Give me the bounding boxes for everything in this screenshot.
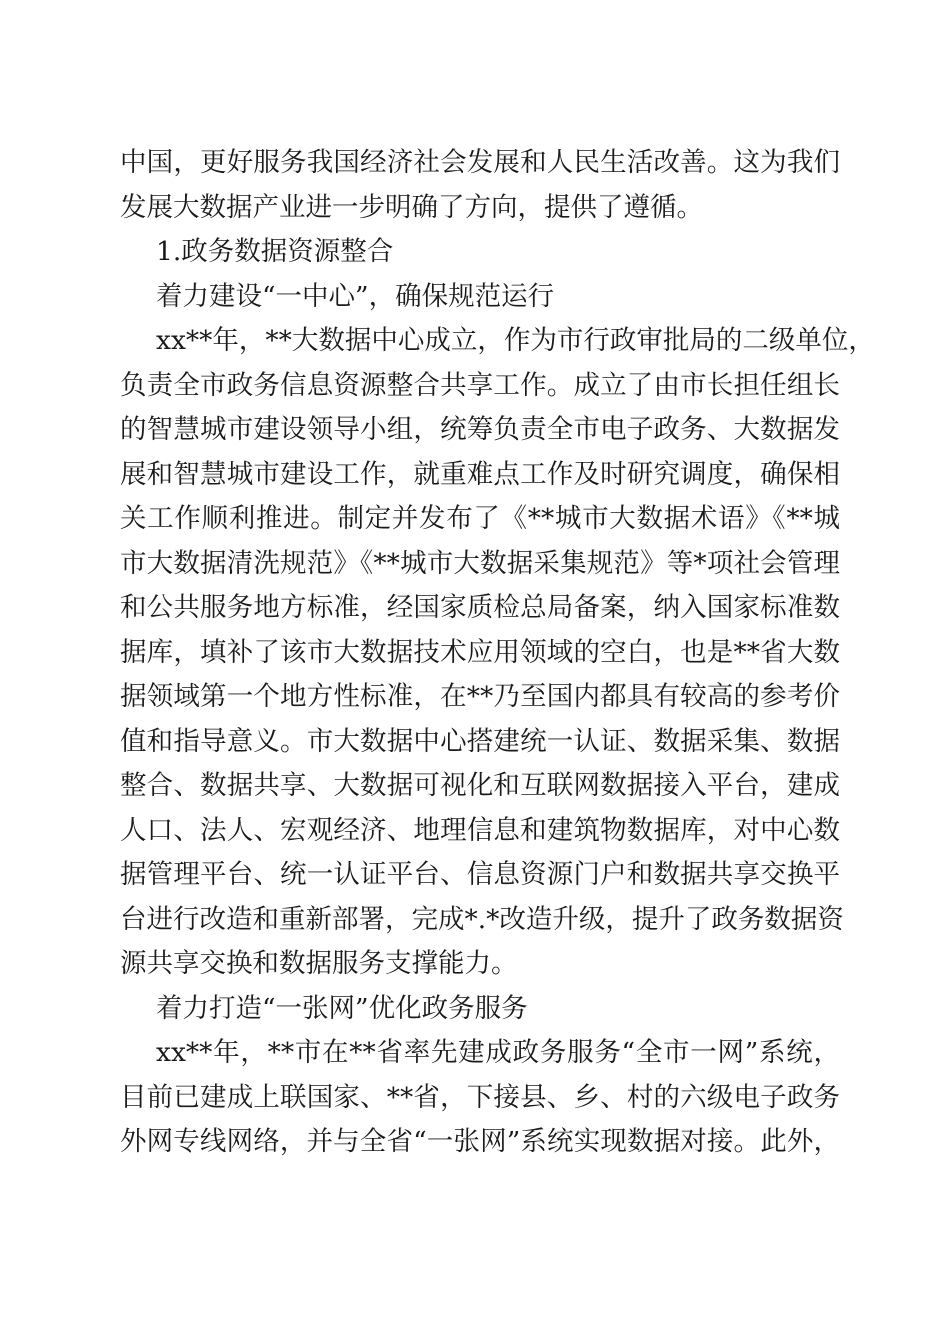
text-line: xx**年，**大数据中心成立，作为市行政审批局的二级单位， [156,325,875,356]
text-line: 负责全市政务信息资源整合共享工作。成立了由市长担任组长 [120,369,840,401]
subsection-heading: 着力建设“一中心”，确保规范运行 [156,280,555,312]
section-heading: 1.政务数据资源整合 [156,236,394,267]
text-line: xx**年，**市在**省率先建成政务服务“全市一网”系统， [156,1037,840,1068]
text-line: 整合、数据共享、大数据可视化和互联网数据接入平台，建成 [120,770,840,801]
text-line: 展和智慧城市建设工作，就重难点工作及时研究调度，确保相 [120,458,840,490]
document-body [120,141,875,1165]
text-line: 台进行改造和重新部署，完成*.*改造升级，提升了政务数据资 [120,903,844,935]
text-line: 据管理平台、统一认证平台、信息资源门户和数据共享交换平 [120,859,840,890]
text-line: 值和指导意义。市大数据中心搭建统一认证、数据采集、数据 [120,725,840,757]
text-line: 外网专线网络，并与全省“一张网”系统实现数据对接。此外， [120,1126,840,1157]
text-line: 关工作顺利推进。制定并发布了《**城市大数据术语》《**城 [120,503,840,534]
text-line: 目前已建成上联国家、**省，下接县、乡、村的六级电子政务 [120,1081,840,1113]
text-line: 人口、法人、宏观经济、地理信息和建筑物数据库，对中心数 [120,814,840,846]
text-line: 市大数据清洗规范》《**城市大数据采集规范》等*项社会管理 [120,547,840,579]
text-line: 的智慧城市建设领导小组，统筹负责全市电子政务、大数据发 [120,414,840,445]
text-line: 据领域第一个地方性标准，在**乃至国内都具有较高的参考价 [120,681,840,712]
text-line: 和公共服务地方标准，经国家质检总局备案，纳入国家标准数 [120,592,840,623]
subsection-heading: 着力打造“一张网”优化政务服务 [156,992,528,1024]
text-line: 发展大数据产业进一步明确了方向，提供了遵循。 [120,191,703,223]
text-line: 据库，填补了该市大数据技术应用领域的空白，也是**省大数 [120,636,840,668]
text-line: 源共享交换和数据服务支撑能力。 [120,948,518,979]
text-line: 中国，更好服务我国经济社会发展和人民生活改善。这为我们 [120,147,840,178]
